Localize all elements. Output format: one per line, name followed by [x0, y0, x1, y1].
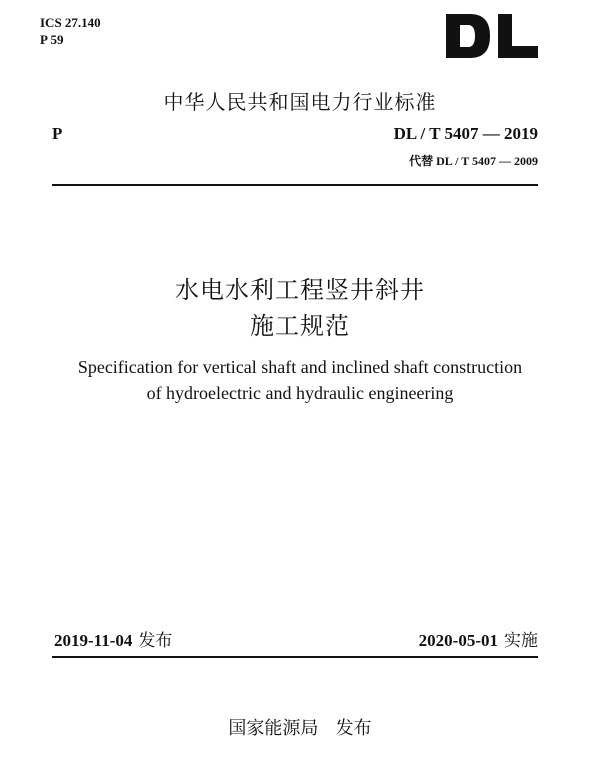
- standard-number: DL / T 5407 — 2019: [393, 124, 538, 143]
- implement-date: 2020-05-01: [418, 631, 498, 650]
- issue-date-block: [54, 626, 172, 651]
- title-cn-line2: 施工规范: [250, 312, 350, 340]
- top-divider: [52, 184, 538, 186]
- title-cn-line1: 水电水利工程竖井斜井: [175, 276, 425, 304]
- p-code: P 59: [40, 32, 64, 47]
- classification-codes: [40, 14, 101, 48]
- category-letter: P: [52, 124, 63, 143]
- title-en-line1: Specification for vertical shaft and inclined shaft construction: [77, 357, 523, 377]
- implement-date-block: [419, 626, 538, 651]
- dl-logo: [444, 12, 540, 60]
- issuer: 国家能源局 发布: [228, 718, 372, 739]
- ministry-title: 中华人民共和国电力行业标准: [163, 90, 437, 114]
- issue-label: 发布: [138, 631, 173, 651]
- replaces-standard: 代替 DL / T 5407 — 2009: [409, 154, 538, 168]
- bottom-divider: [52, 656, 538, 658]
- title-en-line2: of hydroelectric and hydraulic engineering: [146, 383, 454, 403]
- ics-code: ICS 27.140: [40, 15, 101, 30]
- issue-date: 2019-11-04: [54, 631, 133, 650]
- implement-label: 实施: [504, 631, 538, 651]
